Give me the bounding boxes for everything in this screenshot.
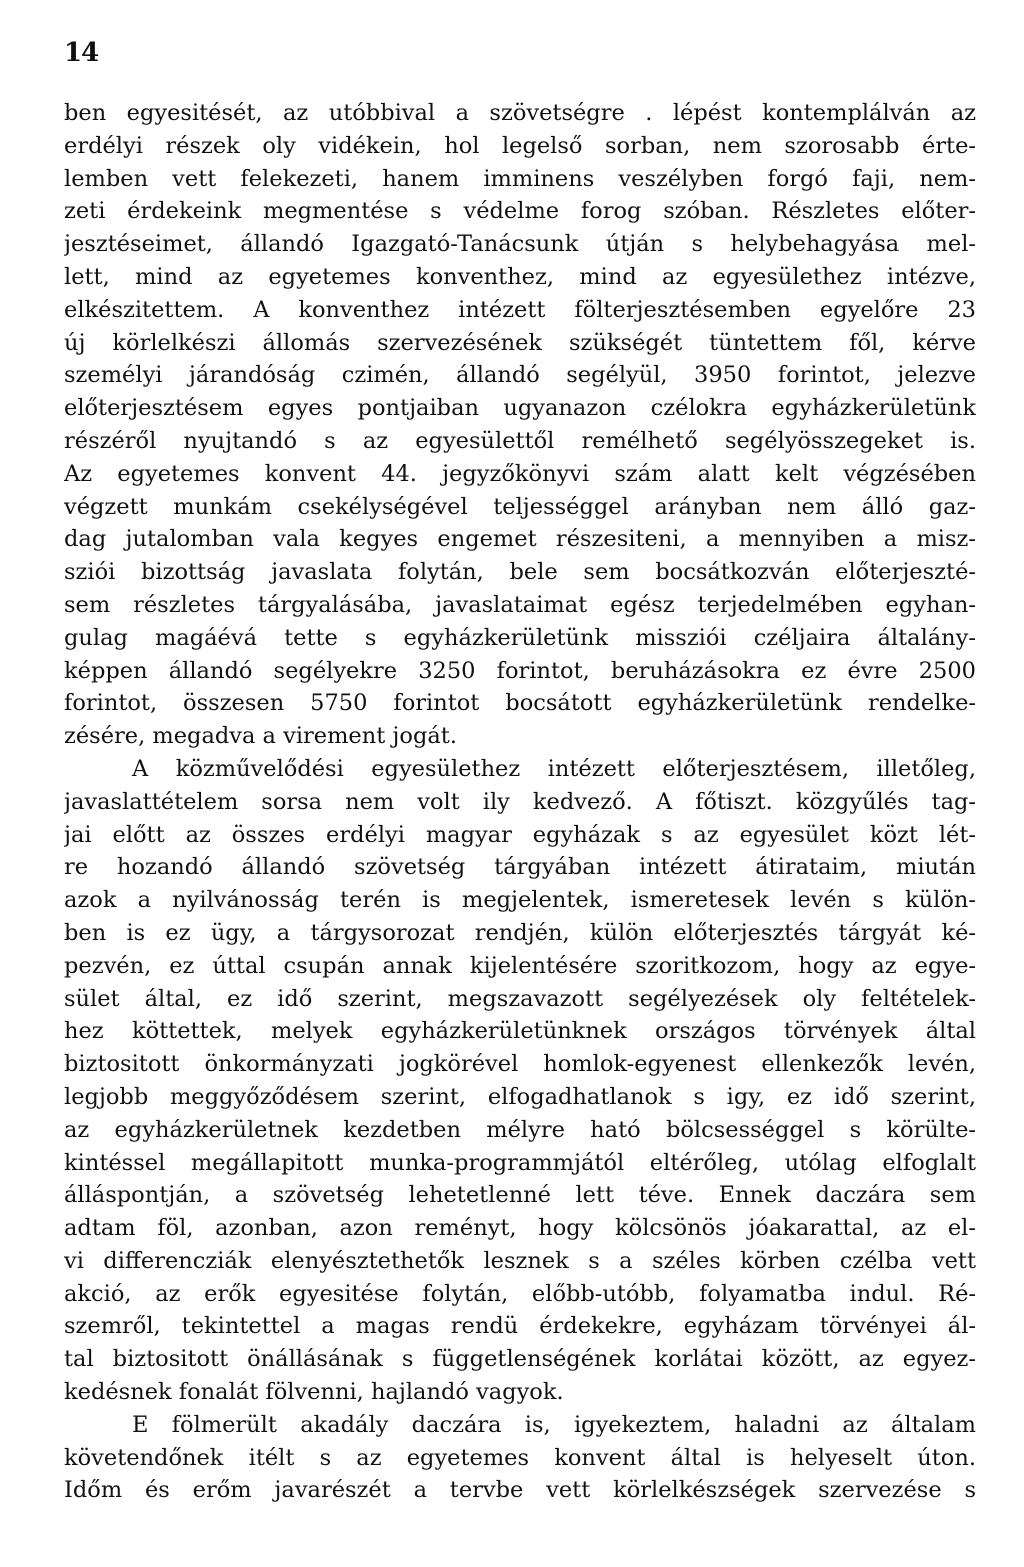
text-line: gulag magáévá tette s egyházkerületünk missziói czéljaira általány-: [64, 624, 976, 651]
text-line: Időm és erőm javarészét a tervbe vett körlelkészségek szervezése s: [64, 1477, 976, 1504]
text-line: legjobb meggyőződésem szerint, elfogadhatlanok s igy, ez idő szerint,: [64, 1083, 976, 1110]
page-number: 14: [64, 38, 99, 68]
text-line: lemben vett felekezeti, hanem imminens veszélyben forgó faji, nem-: [64, 165, 976, 192]
text-line: jesztéseimet, állandó Igazgató-Tanácsunk útján s helybehagyása mel-: [64, 231, 976, 258]
text-line: jai előtt az összes erdélyi magyar egyházak s az egyesület közt lét-: [64, 821, 976, 848]
text-line: zésére, megadva a virement jogát.: [64, 723, 457, 750]
text-line: elkészitettem. A konventhez intézett fölterjesztésemben egyelőre 23: [64, 296, 976, 323]
text-line: A közművelődési egyesülethez intézett előterjesztésem, illetőleg,: [132, 755, 976, 782]
text-line: pezvén, ez úttal csupán annak kijelentésére szoritkozom, hogy az egye-: [64, 952, 976, 979]
text-line: személyi járandóság czimén, állandó segélyül, 3950 forintot, jelezve: [64, 362, 976, 389]
text-line: adtam föl, azonban, azon reményt, hogy kölcsönös jóakarattal, az el-: [64, 1215, 976, 1242]
text-line: kintéssel megállapitott munka-programmjától eltérőleg, utólag elfoglalt: [64, 1149, 976, 1176]
text-line: ben is ez ügy, a tárgysorozat rendjén, külön előterjesztés tárgyát ké-: [64, 919, 976, 946]
text-line: kedésnek fonalát fölvenni, hajlandó vagyok.: [64, 1379, 564, 1406]
text-line: képpen állandó segélyekre 3250 forintot, beruházásokra ez évre 2500: [64, 657, 976, 684]
text-line: az egyházkerületnek kezdetben mélyre ható bölcsességgel s körülte-: [64, 1116, 976, 1143]
text-line: tal biztositott önállásának s függetlenségének korlátai között, az egyez-: [64, 1346, 976, 1373]
text-line: zeti érdekeink megmentése s védelme forog szóban. Részletes előter-: [64, 198, 976, 225]
text-line: Az egyetemes konvent 44. jegyzőkönyvi szám alatt kelt végzésében: [64, 460, 976, 487]
text-line: sület által, ez idő szerint, megszavazott segélyezések oly feltételek-: [64, 985, 976, 1012]
text-line: hez köttettek, melyek egyházkerületünknek országos törvények által: [64, 1018, 976, 1045]
text-line: részéről nyujtandó s az egyesülettől remélhető segélyösszegeket is.: [64, 427, 976, 454]
text-line: sem részletes tárgyalásába, javaslataimat egész terjedelmében egyhan-: [64, 591, 976, 618]
text-line: vi differencziák elenyésztethetők lesznek s a széles körben czélba vett: [64, 1247, 976, 1274]
text-line: ben egyesitését, az utóbbival a szövetségre . lépést kontemplálván az: [64, 100, 976, 126]
text-line: sziói bizottság javaslata folytán, bele sem bocsátkozván előterjeszté-: [64, 559, 976, 586]
text-line: re hozandó állandó szövetség tárgyában intézett átirataim, miután: [64, 854, 976, 881]
text-line: előterjesztésem egyes pontjaiban ugyanazon czélokra egyházkerületünk: [64, 395, 976, 422]
body-text: [64, 97, 976, 1507]
text-line: követendőnek itélt s az egyetemes konvent által is helyeselt úton.: [64, 1444, 976, 1471]
text-line: akció, az erők egyesitése folytán, előbb-utóbb, folyamatba indul. Ré-: [64, 1280, 976, 1307]
text-line: E fölmerült akadály daczára is, igyekeztem, haladni az általam: [132, 1411, 976, 1438]
text-line: javaslattételem sorsa nem volt ily kedvező. A főtiszt. közgyűlés tag-: [64, 788, 976, 815]
text-line: azok a nyilvánosság terén is megjelentek, ismeretesek levén s külön-: [64, 887, 976, 914]
text-line: lett, mind az egyetemes konventhez, mind az egyesülethez intézve,: [64, 263, 976, 290]
text-line: forintot, összesen 5750 forintot bocsátott egyházkerületünk rendelke-: [64, 690, 976, 717]
text-line: biztositott önkormányzati jogkörével homlok-egyenest ellenkezők levén,: [64, 1051, 976, 1078]
text-line: dag jutalomban vala kegyes engemet részesiteni, a mennyiben a misz-: [64, 526, 976, 553]
text-line: szemről, tekintettel a magas rendü érdekekre, egyházam törvényei ál-: [64, 1313, 976, 1340]
text-line: végzett munkám csekélységével teljességgel arányban nem álló gaz-: [64, 493, 976, 520]
text-line: erdélyi részek oly vidékein, hol legelső sorban, nem szorosabb érte-: [64, 132, 976, 159]
text-line: új körlelkészi állomás szervezésének szükségét tüntettem fől, kérve: [64, 329, 976, 356]
text-line: álláspontján, a szövetség lehetetlenné lett téve. Ennek daczára sem: [64, 1182, 976, 1209]
